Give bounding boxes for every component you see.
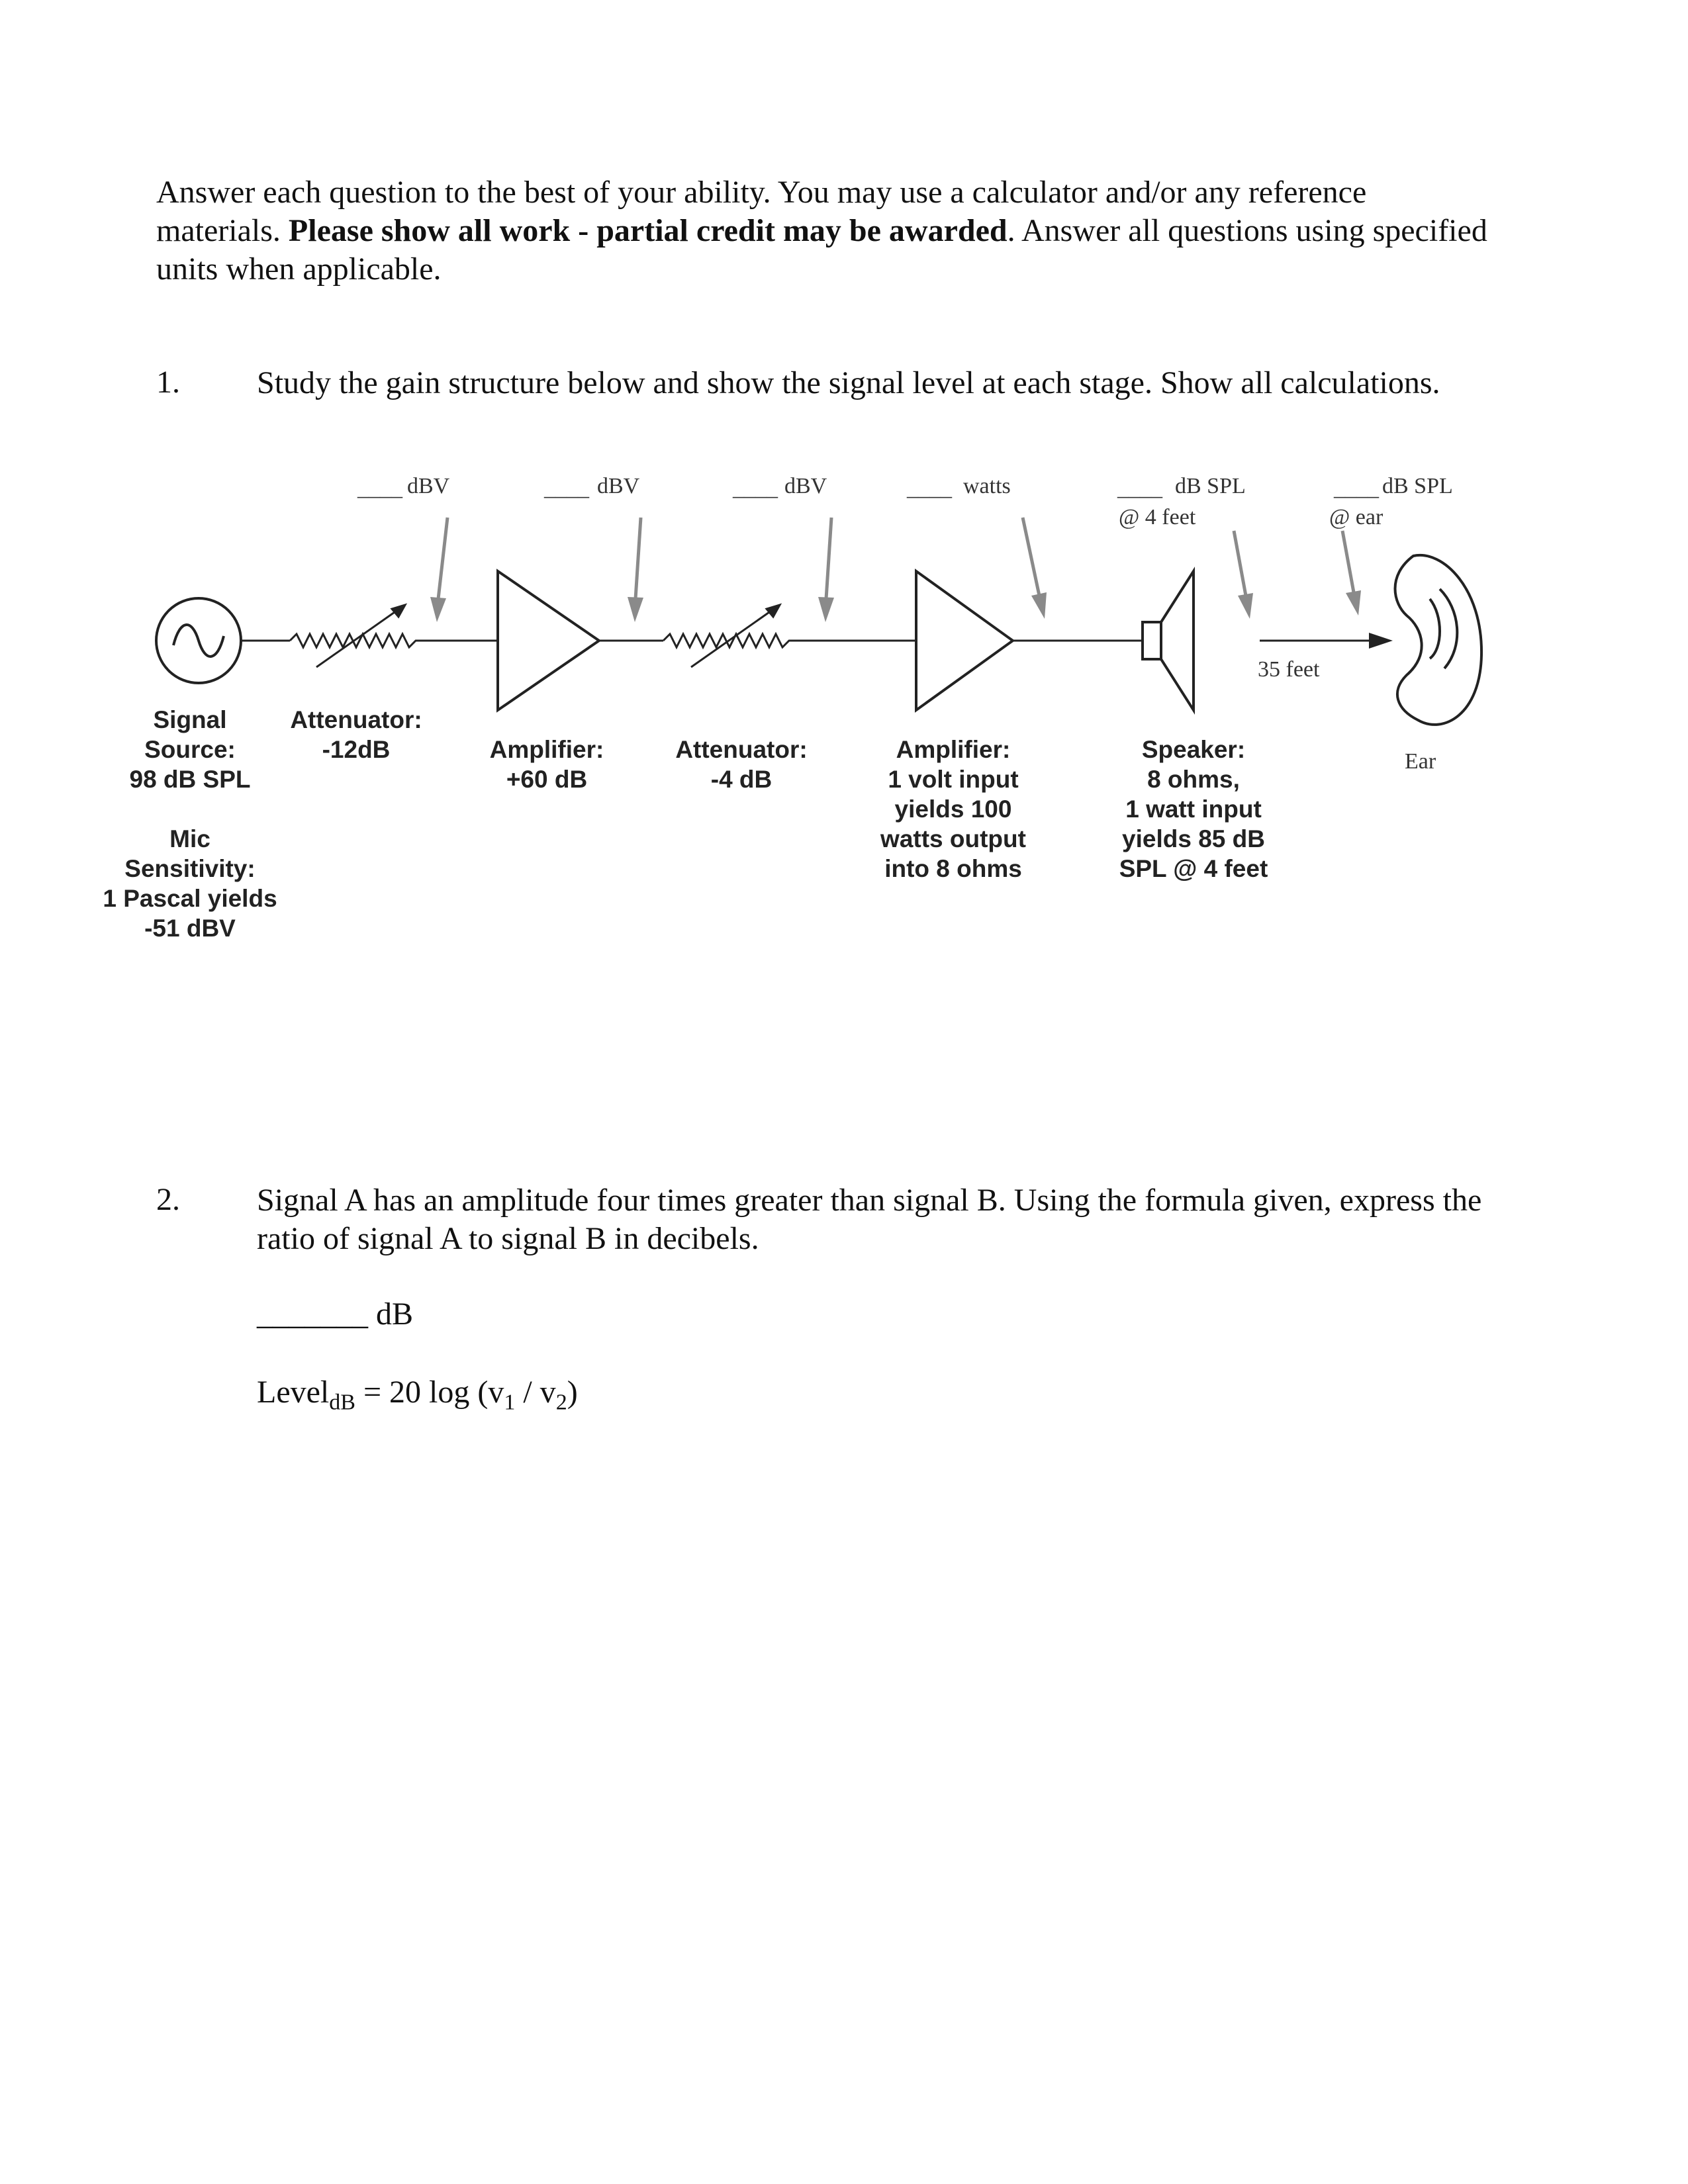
svg-text:Source:: Source:: [144, 736, 236, 763]
svg-text:Speaker:: Speaker:: [1141, 736, 1246, 763]
arrow-1-head: [430, 597, 446, 622]
question-2-answer: [257, 1296, 413, 1332]
blank-2: [543, 474, 640, 500]
question-2-text: Signal A has an amplitude four times greater than signal B. Using the formula given, express the ratio of signal A to signal B in decibels.: [257, 1183, 1482, 1256]
arrow-6-head: [1346, 590, 1361, 615]
svg-text:Sensitivity:: Sensitivity:: [124, 855, 256, 882]
formula-level: Level: [257, 1375, 330, 1410]
blank-1-line: ____: [357, 476, 402, 500]
blank-6-sub: @ ear: [1329, 505, 1383, 529]
svg-text:-4 dB: -4 dB: [710, 766, 773, 793]
gain-structure-diagram: [0, 457, 1688, 986]
blank-3-unit: dBV: [784, 474, 827, 498]
blank-5-line: ____: [1117, 476, 1162, 500]
blank-2-unit: dBV: [597, 474, 640, 498]
arrow-1: [438, 518, 447, 599]
arrow-6: [1342, 531, 1354, 592]
svg-text:+60 dB: +60 dB: [506, 766, 588, 793]
ear-icon: [1395, 555, 1482, 725]
distance-label: 35 feet: [1258, 657, 1320, 682]
amplifier-1-label: [490, 736, 604, 793]
blank-2-line: ____: [544, 476, 589, 500]
blank-5: [1117, 474, 1246, 529]
attenuator-1-icon: [290, 605, 421, 667]
svg-text:1 volt input: 1 volt input: [888, 766, 1019, 793]
pointer-arrows: [430, 518, 1361, 622]
blank-4: [906, 474, 1011, 500]
question-2-number: 2.: [156, 1182, 180, 1217]
svg-text:Amplifier:: Amplifier:: [896, 736, 1011, 763]
blank-5-unit: dB SPL: [1175, 474, 1246, 498]
question-1-text: Study the gain structure below and show the signal level at each stage. Show all calculations.: [257, 365, 1440, 400]
amplifier-2-icon: [916, 571, 1013, 710]
instructions: [156, 173, 1493, 289]
svg-text:yields 85 dB: yields 85 dB: [1122, 825, 1265, 852]
signal-source-icon: [156, 598, 241, 683]
formula-end: ): [567, 1375, 578, 1410]
arrow-4-head: [1031, 592, 1047, 619]
amplifier-1-icon: [498, 571, 599, 710]
attenuator-1-label: [290, 706, 422, 763]
blank-4-unit: watts: [963, 474, 1011, 498]
attenuator-2-icon: [663, 605, 794, 667]
attenuator-2-label: [675, 736, 807, 793]
svg-text:-12dB: -12dB: [322, 736, 391, 763]
arrow-5: [1234, 531, 1246, 596]
blank-4-line: ____: [907, 476, 952, 500]
arrow-2: [635, 518, 641, 599]
svg-text:SPL @ 4 feet: SPL @ 4 feet: [1119, 855, 1268, 882]
formula-div: / v: [515, 1375, 556, 1410]
question-1-number: 1.: [156, 365, 180, 400]
arrow-3-head: [818, 597, 834, 622]
instructions-bold: Please show all work - partial credit may be awarded: [288, 213, 1008, 248]
blank-6-line: ____: [1334, 476, 1379, 500]
mic-sensitivity-label: [103, 825, 277, 942]
formula-sub-1: 1: [504, 1390, 516, 1415]
svg-text:Amplifier:: Amplifier:: [489, 736, 604, 763]
amplifier-2-label: [880, 736, 1026, 882]
blank-5-sub: @ 4 feet: [1119, 505, 1196, 529]
instructions-part2: . Answer all questions using specified units when applicable.: [156, 213, 1487, 287]
blank-1-unit: dBV: [407, 474, 450, 498]
svg-text:Attenuator:: Attenuator:: [290, 706, 422, 733]
blank-6: [1329, 474, 1453, 529]
blank-1: [357, 474, 450, 500]
speaker-label: [1119, 736, 1268, 882]
instructions-part1: Answer each question to the best of your ability. You may use a calculator and/or any reference materials.: [156, 175, 1367, 248]
arrow-3: [826, 518, 831, 599]
svg-text:1 Pascal yields: 1 Pascal yields: [103, 885, 277, 912]
formula-sub-2: 2: [555, 1390, 567, 1415]
formula-eq: = 20 log (v: [355, 1375, 504, 1410]
svg-text:-51 dBV: -51 dBV: [144, 915, 236, 942]
signal-source-label: [130, 706, 251, 793]
svg-text:watts output: watts output: [880, 825, 1026, 852]
arrow-5-head: [1238, 593, 1253, 619]
svg-text:yields 100: yields 100: [894, 796, 1012, 823]
ear-arrowhead: [1369, 633, 1393, 649]
speaker-icon: [1143, 571, 1194, 710]
blank-3: [732, 474, 827, 500]
svg-text:Attenuator:: Attenuator:: [675, 736, 808, 763]
svg-text:Signal: Signal: [153, 706, 227, 733]
svg-text:1 watt input: 1 watt input: [1125, 796, 1262, 823]
svg-text:98 dB SPL: 98 dB SPL: [129, 766, 251, 793]
answer-blank[interactable]: _______: [257, 1297, 368, 1332]
svg-text:8 ohms,: 8 ohms,: [1147, 766, 1240, 793]
svg-text:into 8 ohms: into 8 ohms: [884, 855, 1022, 882]
arrow-4: [1023, 518, 1039, 596]
svg-text:Mic: Mic: [169, 825, 211, 852]
arrow-2-head: [628, 597, 643, 622]
answer-unit: dB: [376, 1297, 414, 1332]
formula: [257, 1374, 578, 1416]
blank-6-unit: dB SPL: [1382, 474, 1453, 498]
blank-3-line: ____: [733, 476, 778, 500]
formula-sub-db: dB: [329, 1390, 355, 1415]
ear-label: Ear: [1405, 749, 1436, 774]
